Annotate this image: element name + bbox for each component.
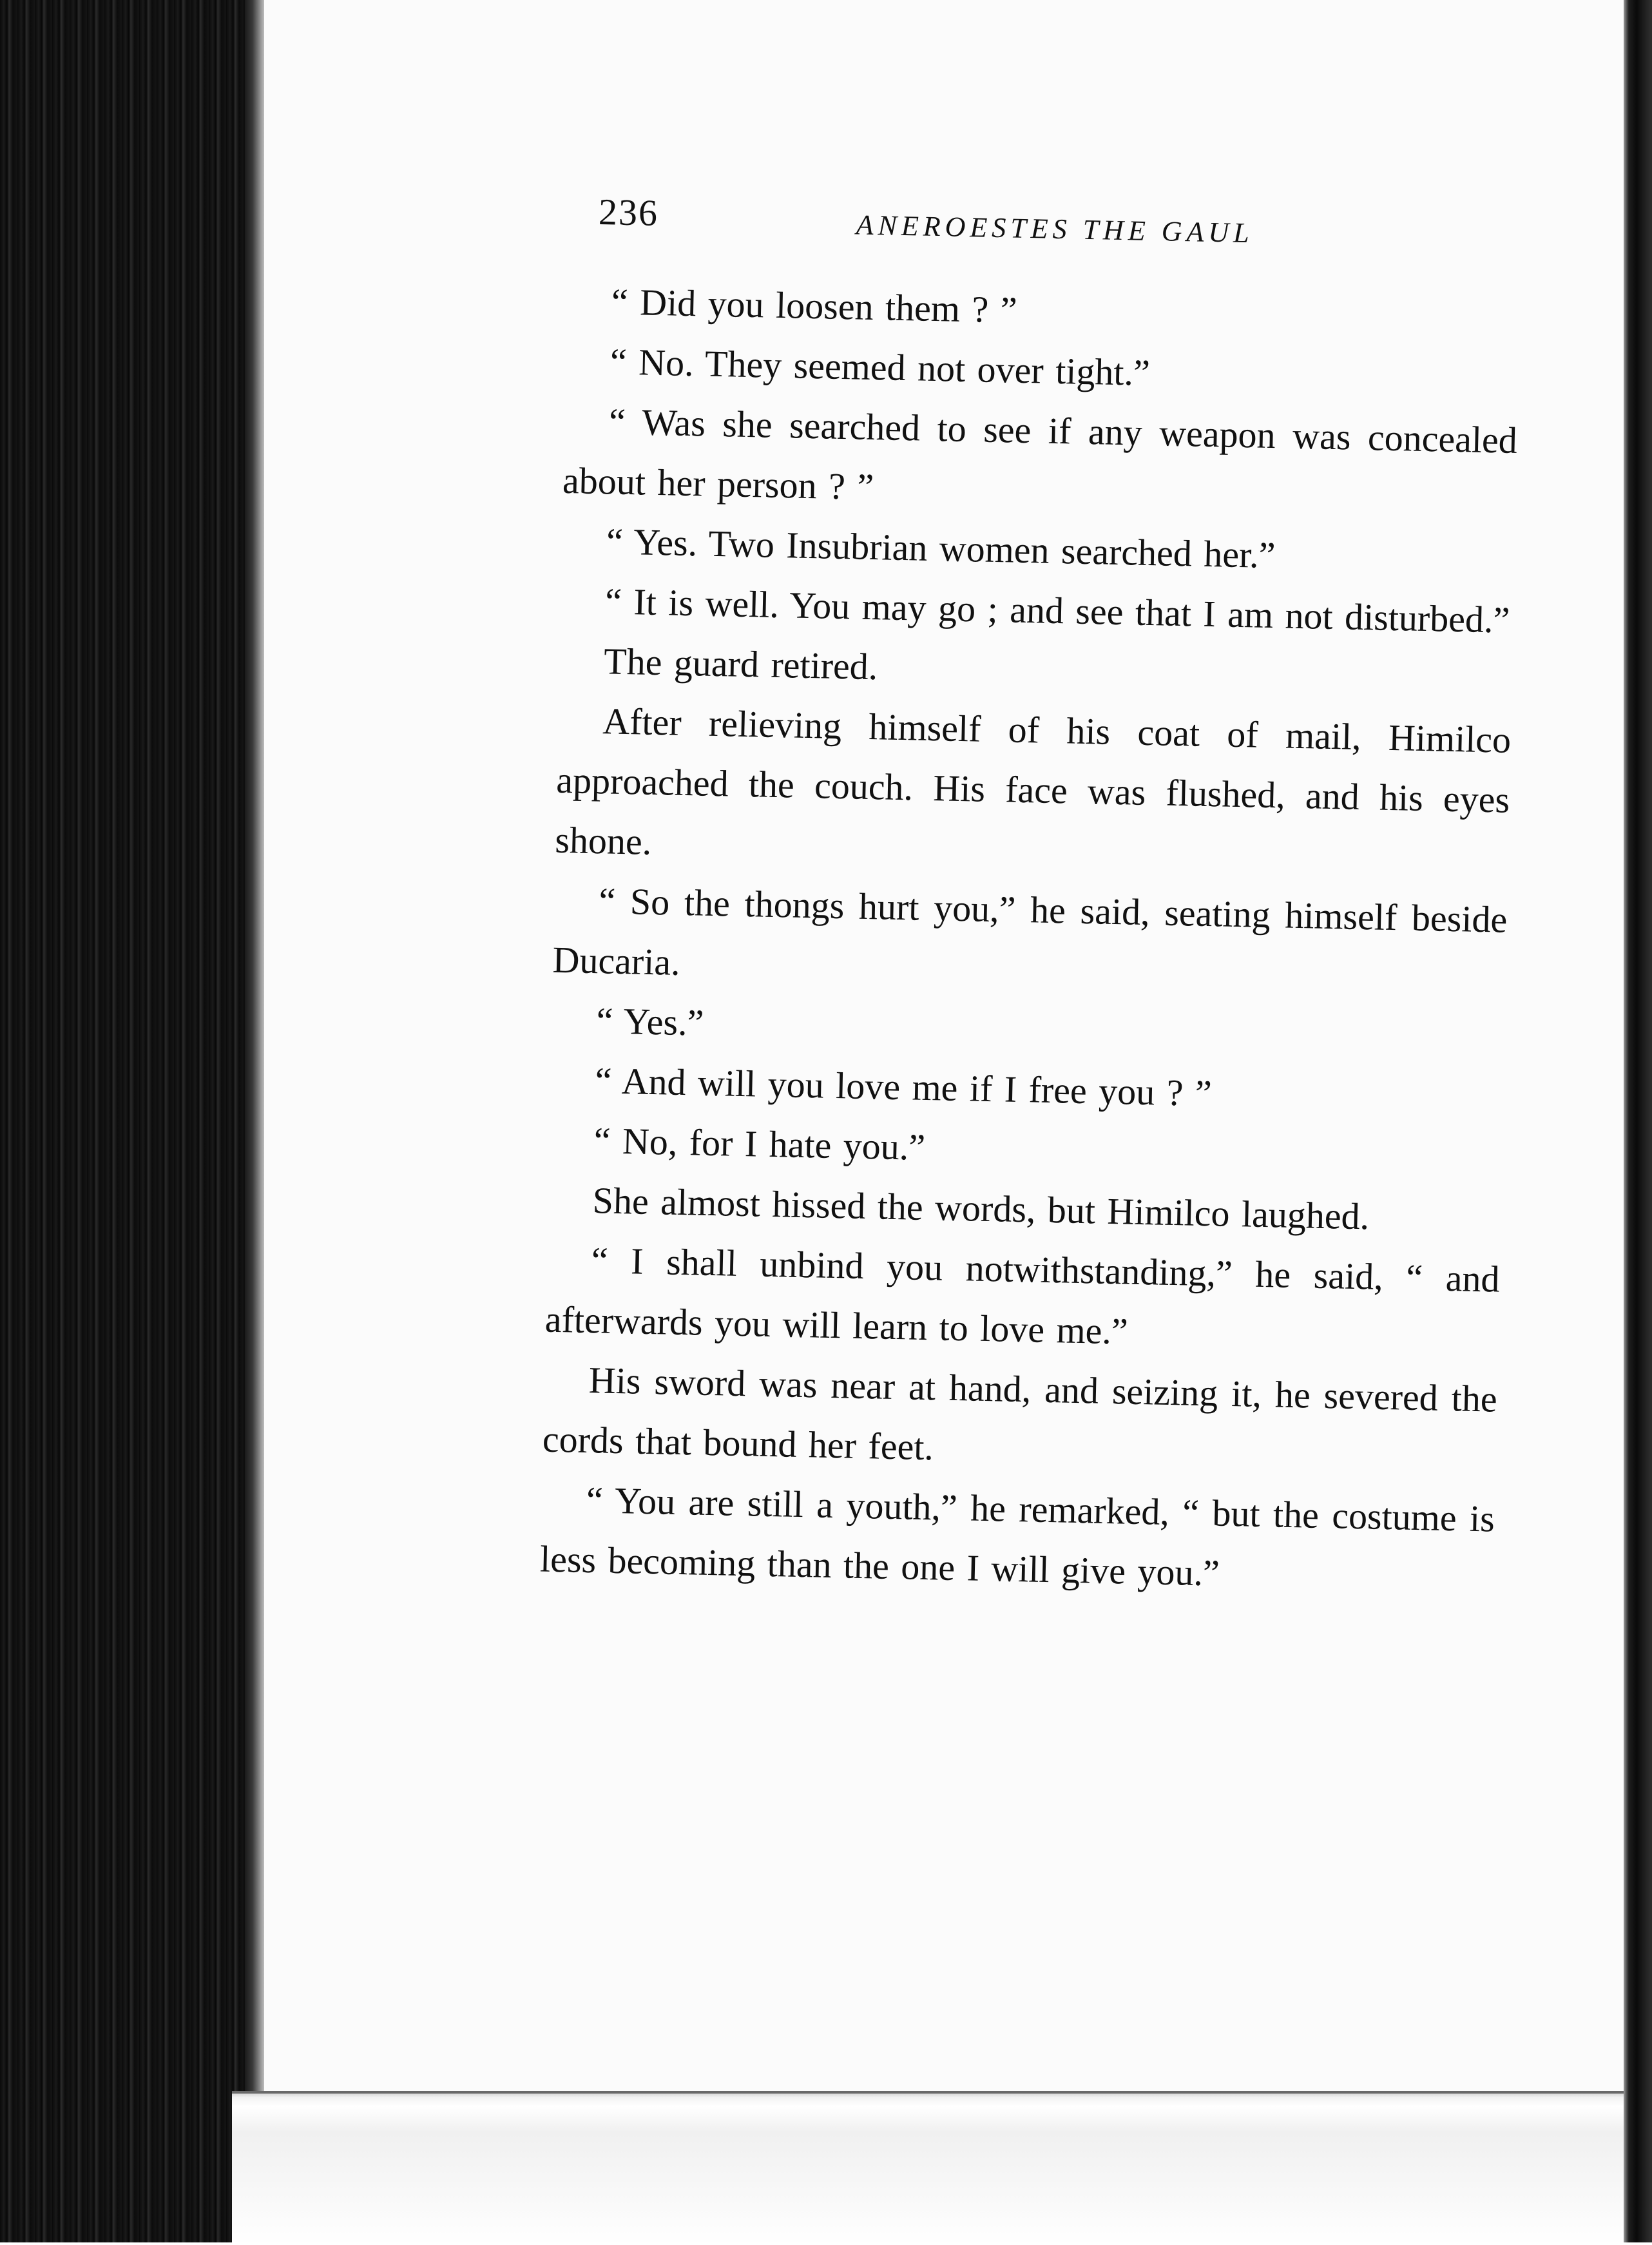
paragraph: “ Yes.” [595, 999, 705, 1044]
paragraph: “ It is well. You may go ; and see that I am not disturbed.” [604, 580, 1510, 641]
running-head: ANEROESTES THE GAUL [856, 209, 1254, 249]
paragraph: “ You are still a youth,” he remarked, “ but the costume is less becoming than the one I will give you.” [539, 1479, 1495, 1594]
paragraph: The guard retired. [603, 640, 878, 688]
page-right-edge [1624, 0, 1652, 2242]
paragraph: “ Yes. Two Insubrian women searched her.” [606, 520, 1276, 577]
paragraph: “ I shall unbind you notwithstanding,” he said, “ and afterwards you will learn to love me.” [544, 1239, 1501, 1353]
paragraph: “ No, for I hate you.” [593, 1119, 926, 1168]
paragraph: After relieving himself of his coat of mail, Himilco approached the couch. His face was flushed, and his eyes shone. [554, 700, 1512, 863]
paragraph: “ No. They seemed not over tight.” [610, 340, 1151, 394]
paragraph: “ Was she searched to see if any weapon was concealed about her person ? ” [562, 400, 1518, 508]
paragraph: “ And will you love me if I free you ? ” [595, 1059, 1213, 1115]
page-bottom-edge [232, 2091, 1624, 2245]
body-text [539, 271, 1521, 1609]
paragraph: His sword was near at hand, and seizing it, he severed the cords that bound her feet. [542, 1359, 1498, 1469]
paragraph: She almost hissed the words, but Himilco laughed. [592, 1179, 1370, 1238]
paragraph: “ So the thongs hurt you,” he said, seating himself beside Ducaria. [552, 880, 1508, 983]
page-number: 236 [598, 190, 659, 234]
book-spine [0, 0, 264, 2242]
paragraph: “ Did you loosen them ? ” [611, 280, 1018, 331]
